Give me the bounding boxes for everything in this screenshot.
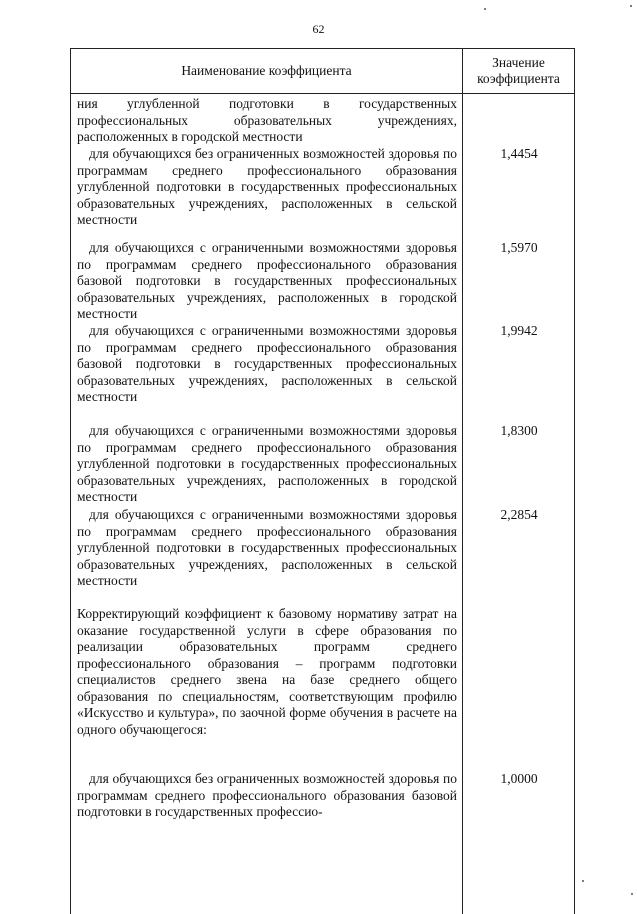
column-divider <box>462 94 463 914</box>
scan-speck <box>631 893 633 895</box>
row-text: для обучающихся с ограниченными возможностями здоровья по программам среднего профессионального образования базовой подготовки в государственных профессиональных образовательных учреждениях, расположенных в городской местности <box>77 240 457 321</box>
column-header-name: Наименование коэффициента <box>71 49 463 93</box>
column-header-value <box>463 49 574 93</box>
scan-speck <box>582 880 584 882</box>
row-text: ния углубленной подготовки в государственных профессиональных образовательных учреждениях, расположенных в городской местности <box>77 96 457 144</box>
coefficient-table <box>70 94 575 914</box>
row-text: для обучающихся без ограниченных возможностей здоровья по программам среднего профессионального образования базовой подготовки в государственных профессио- <box>77 771 457 819</box>
row-value: 2,2854 <box>500 507 538 522</box>
scan-speck <box>630 5 632 7</box>
page-number: 62 <box>312 22 325 36</box>
row-value: 1,5970 <box>500 240 538 255</box>
row-value: 1,9942 <box>500 323 538 338</box>
table-header <box>70 48 575 94</box>
row-text: для обучающихся с ограниченными возможностями здоровья по программам среднего профессионального образования углубленной подготовки в государственных профессиональных образовательных учреждениях, расположенных в городской местности <box>77 423 457 504</box>
row-text: для обучающихся без ограниченных возможностей здоровья по программам среднего профессионального образования углубленной подготовки в государственных профессиональных образовательных учреждениях, расположенных в сельской местности <box>77 146 457 227</box>
row-value: 1,8300 <box>500 423 538 438</box>
row-value: 1,0000 <box>500 771 538 786</box>
row-text: для обучающихся с ограниченными возможностями здоровья по программам среднего профессионального образования углубленной подготовки в государственных профессиональных образовательных учреждениях, расположенных в сельской местности <box>77 507 457 588</box>
column-header-value-line2: коэффициента <box>477 71 560 86</box>
row-text: для обучающихся с ограниченными возможностями здоровья по программам среднего профессионального образования базовой подготовки в государственных профессиональных образовательных учреждениях, расположенных в сельской местности <box>77 323 457 404</box>
row-text: Корректирующий коэффициент к базовому нормативу затрат на оказание государственной услуги в сфере образования по реализации образовательных программ среднего профессионального образования – программ подготовки специалистов среднего звена на базе среднего общего образования по специальностям, соответствующим профилю «Искусство и культура», по заочной форме обучения в расчете на одного обучающегося: <box>77 606 457 737</box>
column-header-value-line1: Значение <box>492 55 545 70</box>
scan-speck <box>484 8 486 10</box>
row-value: 1,4454 <box>500 146 538 161</box>
